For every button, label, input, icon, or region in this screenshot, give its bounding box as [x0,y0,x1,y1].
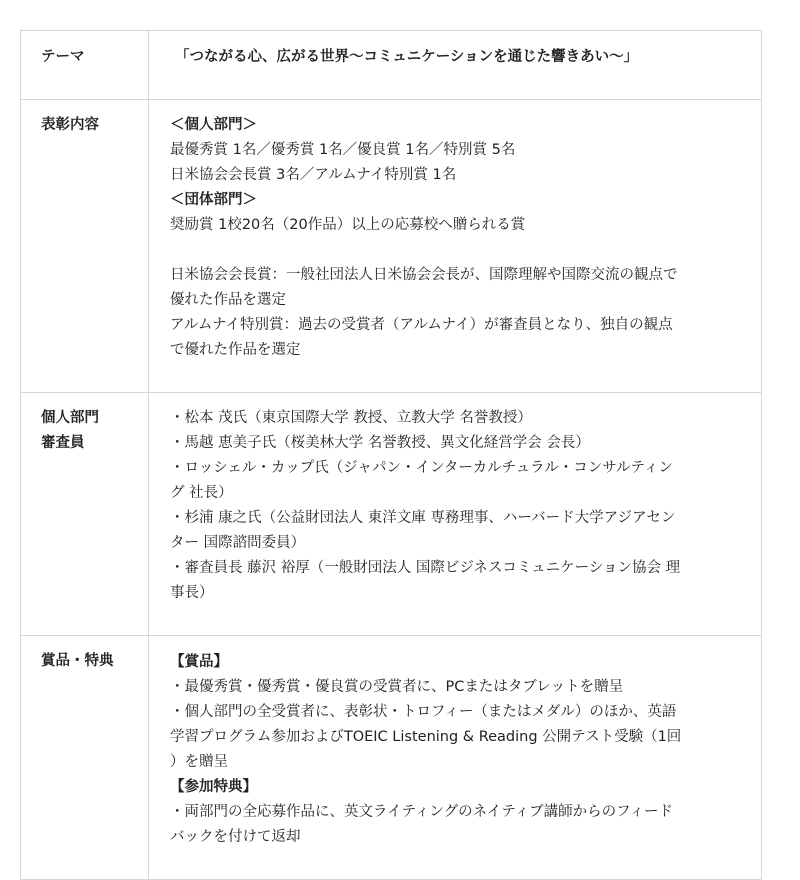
award-line: 奨励賞 1校20名（20作品）以上の応募校へ贈られる賞 [170,217,526,233]
judge-line: グ 社長） [170,485,233,501]
prize-line: ・最優秀賞・優秀賞・優良賞の受賞者に、PCまたはタブレットを贈呈 [170,679,624,695]
label-award-content: 表彰内容 [21,100,149,393]
section-heading-benefits: 【参加特典】 [170,779,257,795]
value-award-content [149,100,762,393]
judge-line: ・松本 茂氏（東京国際大学 教授、立教大学 名誉教授） [170,410,532,426]
prize-line: ）を贈呈 [170,754,228,770]
award-line: 日米協会会長賞：一般社団法人日米協会会長が、国際理解や国際交流の観点で [170,267,678,283]
label-judges [21,393,149,636]
prize-line: バックを付けて返却 [170,829,301,845]
section-heading-prizes: 【賞品】 [170,654,228,670]
award-line: 日米協会会長賞 3名／アルムナイ特別賞 1名 [170,167,457,183]
row-prizes [21,636,762,880]
award-line: で優れた作品を選定 [170,342,301,358]
row-theme [21,31,762,100]
value-prizes [149,636,762,880]
award-line: アルムナイ特別賞：過去の受賞者（アルムナイ）が審査員となり、独自の観点 [170,317,673,333]
section-heading-individual: ＜個人部門＞ [170,117,257,133]
judge-line: ・審査員長 藤沢 裕厚（一般財団法人 国際ビジネスコミュニケーション協会 理 [170,560,681,576]
prize-line: ・個人部門の全受賞者に、表彰状・トロフィー（またはメダル）のほか、英語 [170,704,677,720]
prize-line: ・両部門の全応募作品に、英文ライティングのネイティブ講師からのフィード [170,804,674,820]
label-judges-line2: 審査員 [41,435,85,451]
section-heading-group: ＜団体部門＞ [170,192,257,208]
judge-line: ター 国際諮問委員） [170,535,306,551]
value-theme: 「つながる心、広がる世界〜コミュニケーションを通じた響きあい〜」 [149,31,762,100]
label-theme: テーマ [21,31,149,100]
row-award-content [21,100,762,393]
label-prizes: 賞品・特典 [21,636,149,880]
label-judges-line1: 個人部門 [41,410,99,426]
value-judges [149,393,762,636]
judge-line: ・杉浦 康之氏（公益財団法人 東洋文庫 専務理事、ハーバード大学アジアセン [170,510,676,526]
judge-line: ・ロッシェル・カップ氏（ジャパン・インターカルチュラル・コンサルティン [170,460,673,476]
row-judges [21,393,762,636]
prize-line: 学習プログラム参加およびTOEIC Listening & Reading 公開テスト受験（1回 [170,729,682,745]
info-table [20,30,762,880]
judge-line: ・馬越 恵美子氏（桜美林大学 名誉教授、異文化経営学会 会長） [170,435,590,451]
judge-line: 事長） [170,585,214,601]
blank-line [170,238,739,263]
award-line: 優れた作品を選定 [170,292,286,308]
award-line: 最優秀賞 1名／優秀賞 1名／優良賞 1名／特別賞 5名 [170,142,516,158]
